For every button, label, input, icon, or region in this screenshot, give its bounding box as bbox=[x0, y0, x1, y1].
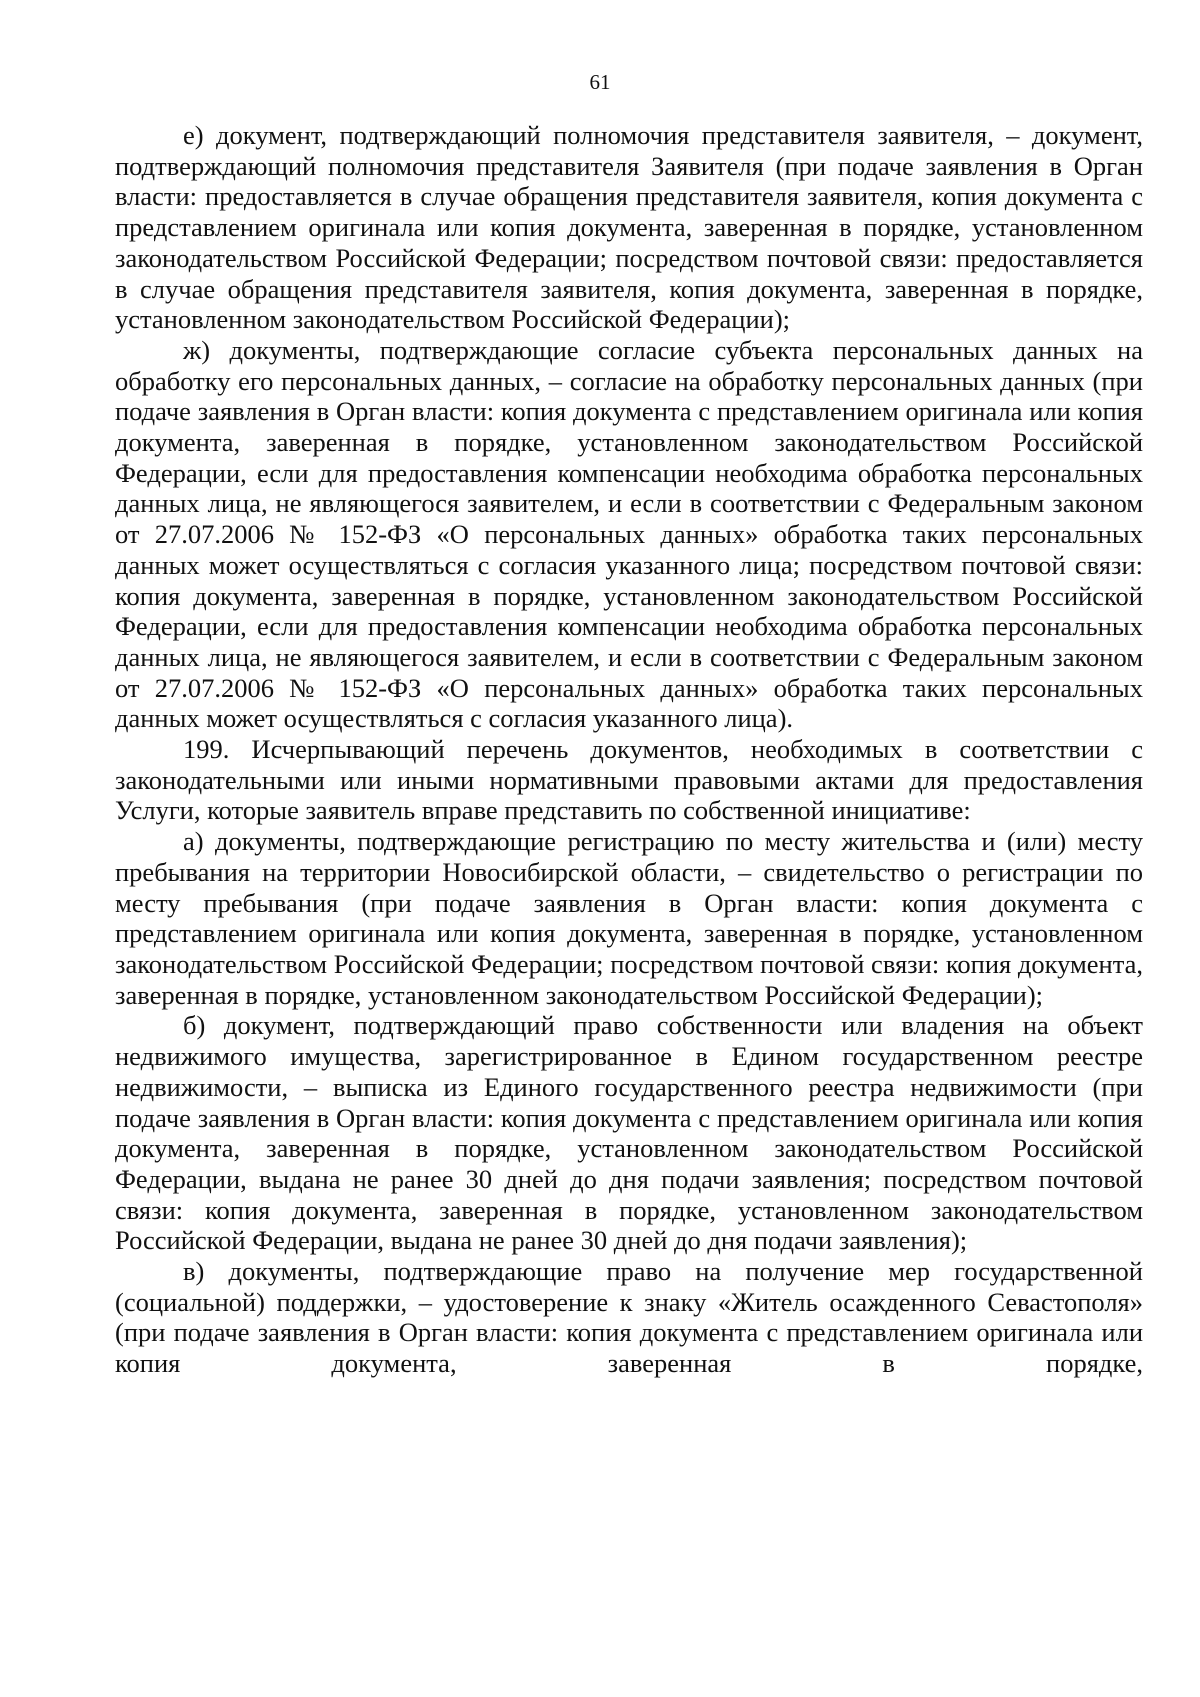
page-number: 61 bbox=[589, 70, 611, 94]
paragraph-zh: ж) документы, подтверждающие согласие субъекта персональных данных на обработку его персональных данных, – согласие на обработку персональных данных (при подаче заявления в Орган власти: копия документа с представлением оригинала или копия документа, заверенная в порядке, установленном законодательством Российской Федерации, если для предоставления компенсации необходима обработка персональных данных лица, не являющегося заявителем, и если в соответствии с Федеральным законом от 27.07.2006 № 152-ФЗ «О персональных данных» обработка таких персональных данных может осуществляться с согласия указанного лица; посредством почтовой связи: копия документа, заверенная в порядке, установленном законодательством Российской Федерации, если для предоставления компенсации необходима обработка персональных данных лица, не являющегося заявителем, и если в соответствии с Федеральным законом от 27.07.2006 № 152-ФЗ «О персональных данных» обработка таких персональных данных может осуществляться с согласия указанного лица). bbox=[115, 334, 1143, 734]
document-body bbox=[115, 120, 1143, 1379]
paragraph-199: 199. Исчерпывающий перечень документов, необходимых в соответствии с законодательными или иными нормативными правовыми актами для предоставления Услуги, которые заявитель вправе представить по собственной инициативе: bbox=[115, 734, 1143, 826]
paragraph-b: б) документ, подтверждающий право собственности или владения на объект недвижимого имущества, зарегистрированное в Едином государственном реестре недвижимости, – выписка из Единого государственного реестра недвижимости (при подаче заявления в Орган власти: копия документа с представлением оригинала или копия документа, заверенная в порядке, установленном законодательством Российской Федерации, выдана не ранее 30 дней до дня подачи заявления; посредством почтовой связи: копия документа, заверенная в порядке, установленном законодательством Российской Федерации, выдана не ранее 30 дней до дня подачи заявления); bbox=[115, 1010, 1143, 1256]
paragraph-e: е) документ, подтверждающий полномочия представителя заявителя, – документ, подтверждающий полномочия представителя Заявителя (при подаче заявления в Орган власти: предоставляется в случае обращения представителя заявителя, копия документа с представлением оригинала или копия документа, заверенная в порядке, установленном законодательством Российской Федерации; посредством почтовой связи: предоставляется в случае обращения представителя заявителя, копия документа, заверенная в порядке, установленном законодательством Российской Федерации); bbox=[115, 120, 1143, 335]
paragraph-a: а) документы, подтверждающие регистрацию по месту жительства и (или) месту пребывания на территории Новосибирской области, – свидетельство о регистрации по месту пребывания (при подаче заявления в Орган власти: копия документа с представлением оригинала или копия документа, заверенная в порядке, установленном законодательством Российской Федерации; посредством почтовой связи: копия документа, заверенная в порядке, установленном законодательством Российской Федерации); bbox=[115, 826, 1143, 1010]
paragraph-v: в) документы, подтверждающие право на получение мер государственной (социальной) поддержки, – удостоверение к знаку «Житель осажденного Севастополя» (при подаче заявления в Орган власти: копия документа с представлением оригинала или копия документа, заверенная в порядке, bbox=[115, 1256, 1143, 1379]
